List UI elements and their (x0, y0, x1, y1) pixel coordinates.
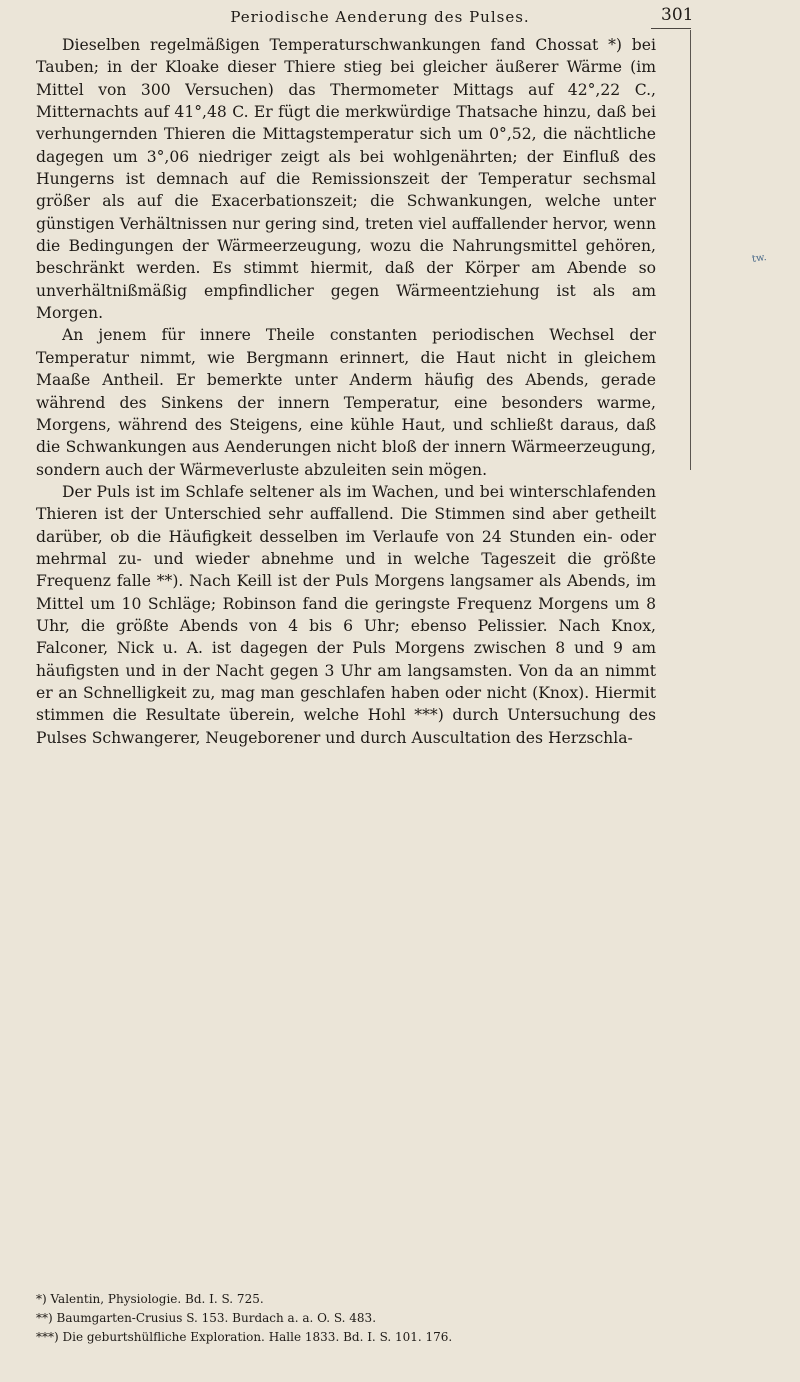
paragraph-skin-temperature: An jenem für innere Theile constanten periodischen Wechsel der Temperatur nimmt, wie Bergmann erinnert, die Haut nicht in gleichem Maaße Antheil. Er bemerkte unter Anderm häufig des Abends, gerade während des Sinkens der innern Temperatur, eine besonders warme, Morgens, während des Steigens, eine kühle Haut, und schließt daraus, daß die Schwankungen aus Aenderungen nicht bloß der innern Wärmeerzeugung, sondern auch der Wärmeverluste abzuleiten sein mögen. (36, 326, 656, 479)
header-rule (651, 28, 691, 29)
page-number: 301 (661, 5, 694, 25)
footnotes (36, 1290, 656, 1347)
footnote-2: **) Baumgarten-Crusius S. 153. Burdach a. a. O. S. 483. (36, 1311, 377, 1325)
paragraph-temperature-pigeons: Dieselben regelmäßigen Temperaturschwankungen fand Chossat *) bei Tauben; in der Kloake dieser Thiere stieg bei gleicher äußerer Wärme (im Mittel von 300 Versuchen) das Thermometer Mittags auf 42°,22 C., Mitternachts auf 41°,48 C. Er fügt die merkwürdige Thatsache hinzu, daß bei verhungernden Thieren die Mittagstemperatur sich um 0°,52, die nächtliche dagegen um 3°,06 niedriger zeigt als bei wohlgenährten; der Einfluß des Hungerns ist demnach auf die Remissionszeit der Temperatur sechsmal größer als auf die Exacerbationszeit; die Schwankungen, welche unter günstigen Verhältnissen nur gering sind, treten viel auffallender hervor, wenn die Bedingungen der Wärmeerzeugung, wozu die Nahrungsmittel gehören, beschränkt werden. Es stimmt hiermit, daß der Körper am Abende so unverhältnißmäßig empfindlicher gegen Wärmeentziehung ist als am Morgen. (36, 36, 656, 323)
body-text (36, 34, 656, 749)
running-head (0, 4, 800, 28)
footnote-3: ***) Die geburtshülfliche Exploration. Halle 1833. Bd. I. S. 101. 176. (36, 1330, 453, 1344)
running-head-title: Periodische Aenderung des Pulses. (230, 8, 530, 26)
footnote-1: *) Valentin, Physiologie. Bd. I. S. 725. (36, 1292, 264, 1306)
paragraph-pulse: Der Puls ist im Schlafe seltener als im Wachen, und bei winterschlafenden Thieren ist der Unterschied sehr auffallend. Die Stimmen sind aber getheilt darüber, ob die Häufigkeit desselben im Verlaufe von 24 Stunden ein- oder mehrmal zu- und wieder abnehme und in welche Tageszeit die größte Frequenz falle **). Nach Keill ist der Puls Morgens langsamer als Abends, im Mittel um 10 Schläge; Robinson fand die geringste Frequenz Morgens um 8 Uhr, die größte Abends von 4 bis 6 Uhr; ebenso Pelissier. Nach Knox, Falconer, Nick u. A. ist dagegen der Puls Morgens zwischen 8 und 9 am häufigsten und in der Nacht gegen 3 Uhr am langsamsten. Von da an nimmt er an Schnelligkeit zu, mag man geschlafen haben oder nicht (Knox). Hiermit stimmen die Resultate überein, welche Hohl ***) durch Untersuchung des Pulses Schwangerer, Neugeborener und durch Auscultation des Herzschla- (36, 482, 656, 747)
handwritten-margin-note: tw. (751, 252, 768, 265)
page-edge-mark (690, 30, 691, 470)
